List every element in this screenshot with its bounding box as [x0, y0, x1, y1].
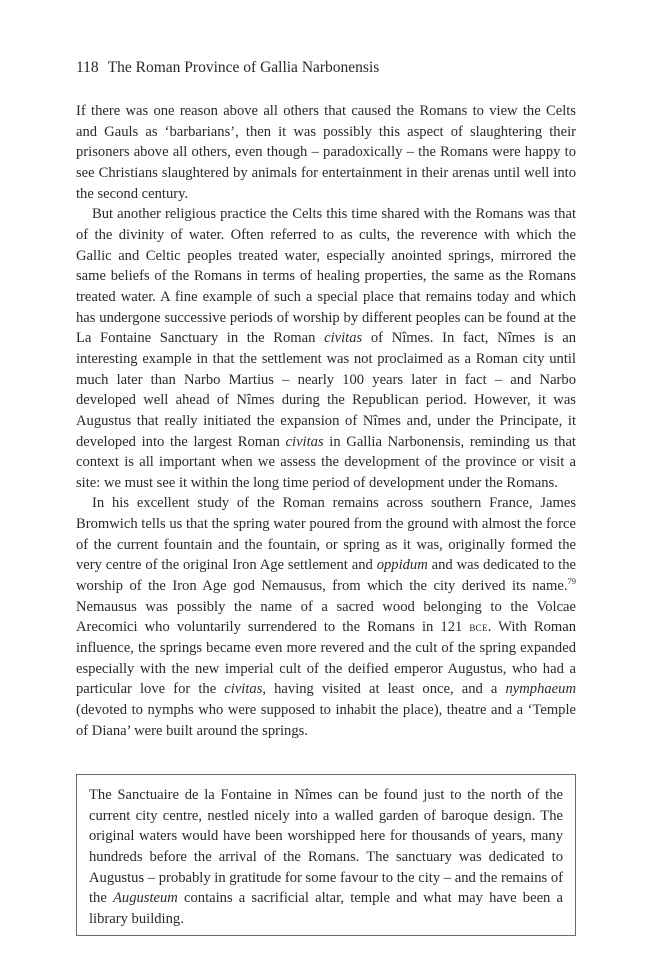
term-civitas: civitas: [285, 433, 324, 450]
paragraph-3: [76, 493, 576, 741]
paragraph-2-text-1: But another religious practice the Celts this time shared with the Romans was that of the divinity of water. Often referred to as cults, the reverence with which the Gallic and Celtic peoples treated water, especially anointed springs, mirrored the same beliefs of the Romans in terms of healing properties, the same as the Romans treated water. A fine example of such a special place that remains today and which has undergone successive periods of worship by different peoples can be found at the La Fontaine Sanctuary in the Roman: [76, 206, 576, 347]
sidebar-box-paragraph: [89, 785, 563, 930]
paragraph-3-text-1: In his excellent study of the Roman remains across southern France, James Bromwich tells us that the spring water poured from the ground with almost the force of the current fountain and the fountain, or spring as it was, originally formed the very centre of the original Iron Age settlement and: [76, 495, 576, 574]
running-title: The Roman Province of Gallia Narbonensis: [107, 59, 380, 76]
paragraph-1-text: If there was one reason above all others that caused the Romans to view the Celts and Gauls as ‘barbarians’, then it was possibly this aspect of slaughtering their prisoners above all others, even though – paradoxically – the Romans were happy to see Christians slaughtered by animals for entertainment in their arenas until well into the second century.: [76, 103, 576, 202]
era-abbreviation: bce: [469, 619, 488, 635]
running-header: [76, 58, 379, 78]
paragraph-2-text-2: of Nîmes. In fact, Nîmes is an interesting example in that the settlement was not proclaimed as a Roman city until much later than Narbo Martius – nearly 100 years later in fact – and Narbo developed well ahead of Nîmes during the Republican period. However, it was Augustus that really initiated the expansion of Nîmes and, under the Principate, it developed into the largest Roman: [76, 330, 577, 450]
paragraph-2-text-3: in Gallia Narbonensis, reminding us that context is all important when we assess the development of the province or visit a site: we must see it within the long time period of development under the Romans.: [76, 433, 576, 491]
footnote-marker[interactable]: 79: [567, 576, 576, 587]
sidebar-box-text-2: contains a sacrificial altar, temple and what may have been a library building.: [89, 890, 563, 927]
paragraph-3-text-5: , having visited at least once, and a: [262, 681, 506, 698]
paragraph-3-text-4: . With Roman influence, the springs became even more revered and the cult of the spring expanded especially with the new imperial cult of the deified emperor Augustus, who had a particular love for the: [76, 619, 576, 698]
sidebar-box-text-1: The Sanctuaire de la Fontaine in Nîmes can be found just to the north of the current city centre, nestled nicely into a walled garden of baroque design. The original waters would have been worshipped here for thousands of years, many hundreds before the arrival of the Romans. The sanctuary was dedicated to Augustus – probably in gratitude for some favour to the city – and the remains of the: [89, 787, 563, 907]
term-augusteum: Augusteum: [112, 890, 178, 907]
term-civitas: civitas: [324, 330, 363, 347]
paragraph-1: [76, 101, 576, 204]
term-oppidum: oppidum: [376, 557, 428, 574]
term-nymphaeum: nymphaeum: [505, 681, 576, 698]
page-number: 118: [76, 59, 99, 76]
term-civitas: civitas: [224, 681, 263, 698]
paragraph-3-text-2: and was dedicated to the worship of the Iron Age god Nemausus, from which the city derived its name.: [76, 557, 576, 595]
paragraph-2: [76, 204, 576, 493]
body-text: [76, 101, 576, 741]
paragraph-3-text-3: Nemausus was possibly the name of a sacred wood belonging to the Volcae Arecomici who voluntarily surrendered to the Romans in 121: [76, 598, 576, 636]
sidebar-box: [76, 774, 576, 936]
paragraph-3-text-6: (devoted to nymphs who were supposed to inhabit the place), theatre and a ‘Temple of Diana’ were built around the springs.: [76, 702, 576, 739]
